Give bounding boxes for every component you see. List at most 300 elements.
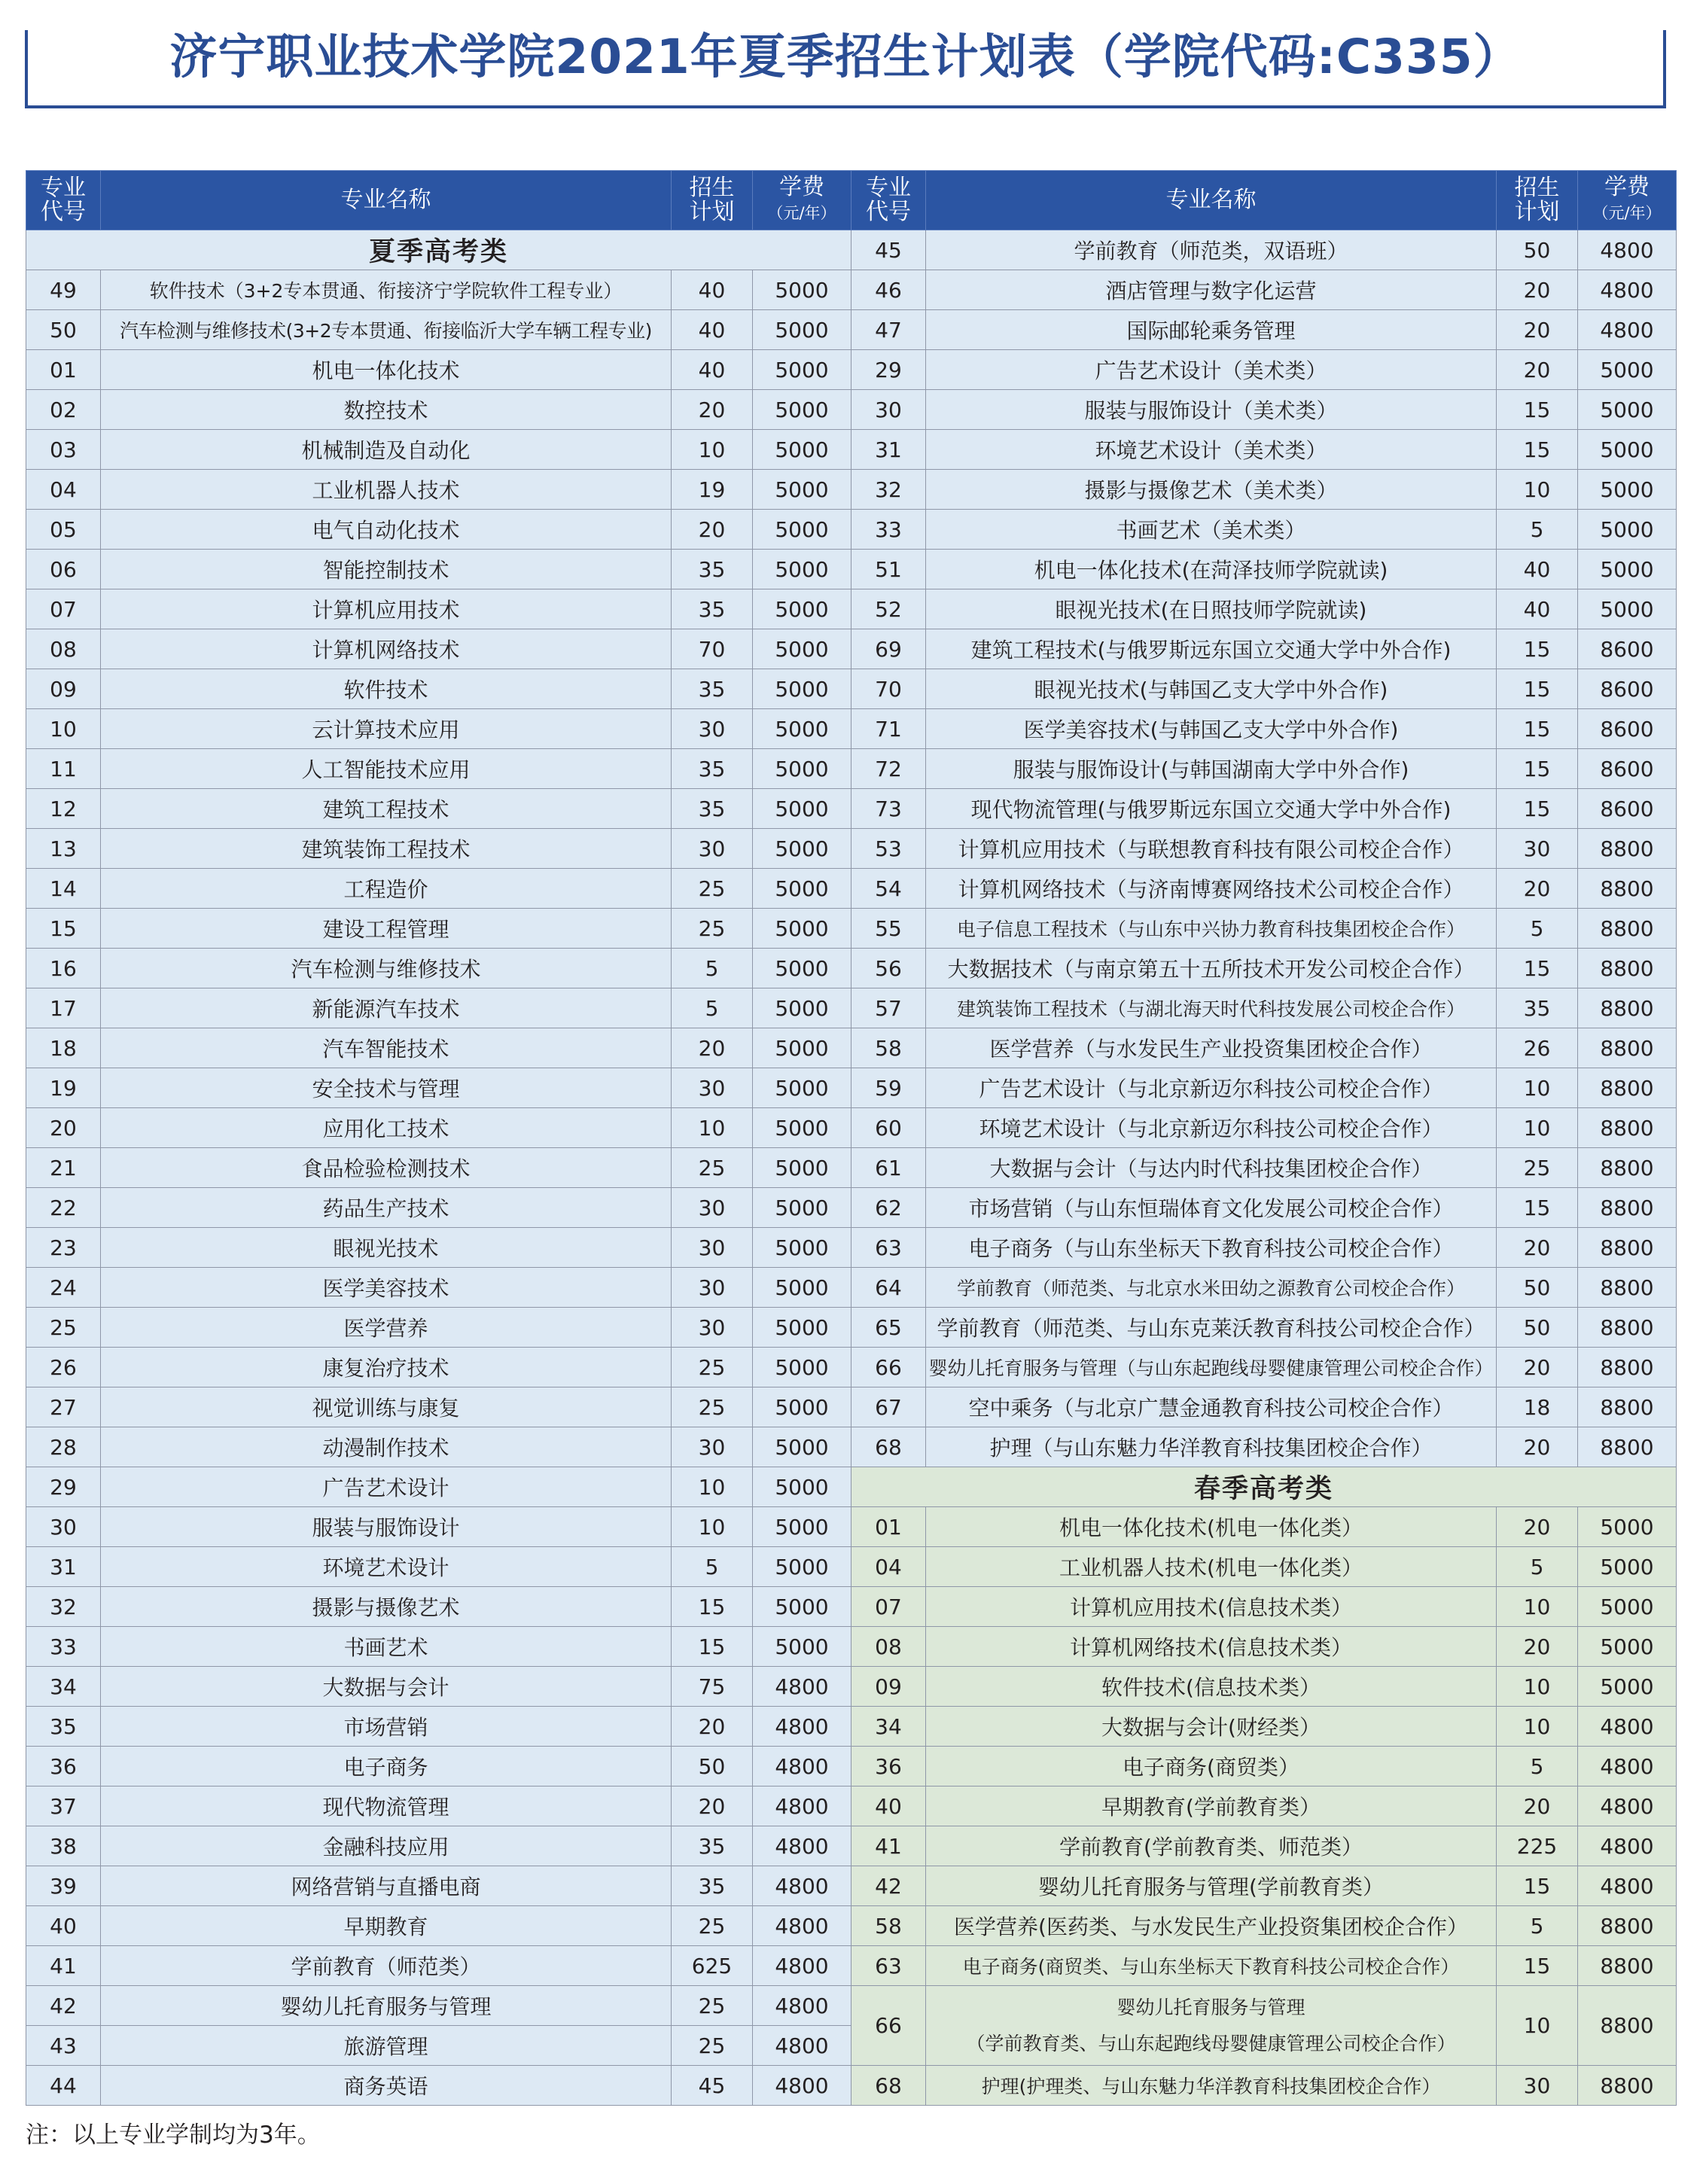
major-name: 医学营养	[101, 1308, 672, 1348]
major-code: 36	[26, 1747, 101, 1786]
section-row-summer	[26, 230, 851, 270]
enrollment-plan: 20	[1497, 1427, 1578, 1467]
table-row	[26, 1906, 851, 1946]
major-name: 建筑装饰工程技术	[101, 829, 672, 869]
enrollment-plan: 50	[1497, 1268, 1578, 1308]
major-code: 63	[851, 1946, 926, 1986]
tuition-fee: 8800	[1578, 1188, 1677, 1228]
table-row	[851, 1786, 1677, 1826]
major-code: 34	[851, 1707, 926, 1747]
major-code: 68	[851, 1427, 926, 1467]
tuition-fee: 5000	[753, 829, 851, 869]
tuition-fee: 8600	[1578, 669, 1677, 709]
major-code: 43	[26, 2026, 101, 2066]
major-code: 02	[26, 390, 101, 430]
tuition-fee: 4800	[753, 1826, 851, 1866]
table-row	[26, 430, 851, 470]
enrollment-plan: 35	[672, 589, 753, 629]
tuition-fee: 5000	[753, 430, 851, 470]
table-row	[26, 1068, 851, 1108]
enrollment-plan: 20	[672, 510, 753, 550]
enrollment-plan: 30	[672, 709, 753, 749]
enrollment-plan: 5	[672, 988, 753, 1028]
enrollment-plan: 35	[672, 1826, 753, 1866]
major-name: 工程造价	[101, 869, 672, 909]
tuition-fee: 8600	[1578, 789, 1677, 829]
major-code: 62	[851, 1188, 926, 1228]
table-row	[851, 909, 1677, 949]
tuition-fee: 4800	[753, 1786, 851, 1826]
tuition-fee: 8800	[1578, 1348, 1677, 1387]
major-name: 旅游管理	[101, 2026, 672, 2066]
tuition-fee: 5000	[753, 1348, 851, 1387]
enrollment-plan: 40	[1497, 550, 1578, 589]
table-row	[851, 1068, 1677, 1108]
major-name: 学前教育（师范类，双语班）	[926, 230, 1497, 270]
enrollment-plan: 25	[672, 1148, 753, 1188]
table-row	[26, 1627, 851, 1667]
enrollment-plan: 625	[672, 1946, 753, 1986]
major-name: 食品检验检测技术	[101, 1148, 672, 1188]
enrollment-plan: 25	[672, 2026, 753, 2066]
enrollment-plan: 15	[672, 1627, 753, 1667]
major-code: 46	[851, 270, 926, 310]
enrollment-plan: 15	[672, 1587, 753, 1627]
enrollment-plan: 10	[672, 1467, 753, 1507]
tuition-fee: 5000	[753, 550, 851, 589]
tuition-fee: 5000	[753, 709, 851, 749]
major-name: 书画艺术	[101, 1627, 672, 1667]
tuition-fee: 5000	[753, 510, 851, 550]
enrollment-plan: 15	[1497, 789, 1578, 829]
enrollment-plan: 10	[1497, 1667, 1578, 1707]
header-name: 专业名称	[101, 171, 672, 230]
major-name: 广告艺术设计（与北京新迈尔科技公司校企合作）	[926, 1068, 1497, 1108]
tuition-fee: 5000	[753, 310, 851, 350]
major-name: 软件技术(信息技术类）	[926, 1667, 1497, 1707]
enrollment-plan: 30	[1497, 829, 1578, 869]
major-name: 电子商务(商贸类）	[926, 1747, 1497, 1786]
enrollment-plan: 70	[672, 629, 753, 669]
enrollment-plan: 5	[1497, 1547, 1578, 1587]
major-code: 50	[26, 310, 101, 350]
major-name: 护理（与山东魅力华洋教育科技集团校企合作）	[926, 1427, 1497, 1467]
major-code: 29	[26, 1467, 101, 1507]
table-row	[851, 310, 1677, 350]
major-name: 人工智能技术应用	[101, 749, 672, 789]
table-row	[26, 1308, 851, 1348]
major-name: 安全技术与管理	[101, 1068, 672, 1108]
major-code: 08	[26, 629, 101, 669]
table-row	[851, 1348, 1677, 1387]
major-name: 新能源汽车技术	[101, 988, 672, 1028]
enrollment-plan: 10	[672, 430, 753, 470]
table-row	[851, 1507, 1677, 1547]
table-row	[26, 829, 851, 869]
tuition-fee: 8800	[1578, 829, 1677, 869]
major-code: 16	[26, 949, 101, 988]
major-name: 建筑工程技术(与俄罗斯远东国立交通大学中外合作)	[926, 629, 1497, 669]
table-row	[851, 589, 1677, 629]
major-code: 68	[851, 2066, 926, 2106]
major-code: 44	[26, 2066, 101, 2106]
enrollment-plan: 20	[672, 390, 753, 430]
enrollment-plan: 15	[1497, 1866, 1578, 1906]
major-code: 51	[851, 550, 926, 589]
major-name: 学前教育（师范类、与山东克莱沃教育科技公司校企合作）	[926, 1308, 1497, 1348]
tuition-fee: 5000	[1578, 1627, 1677, 1667]
major-code: 21	[26, 1148, 101, 1188]
enrollment-plan: 40	[672, 270, 753, 310]
table-row	[851, 430, 1677, 470]
tuition-fee: 4800	[1578, 1707, 1677, 1747]
tuition-fee: 5000	[753, 949, 851, 988]
major-name: 汽车检测与维修技术	[101, 949, 672, 988]
major-code: 30	[26, 1507, 101, 1547]
major-name: 大数据技术（与南京第五十五所技术开发公司校企合作）	[926, 949, 1497, 988]
table-row	[851, 390, 1677, 430]
enrollment-plan: 15	[1497, 430, 1578, 470]
enrollment-plan: 40	[672, 310, 753, 350]
table-row	[26, 709, 851, 749]
table-row	[26, 390, 851, 430]
major-name: 早期教育	[101, 1906, 672, 1946]
section-title-summer: 夏季高考类	[26, 230, 851, 270]
table-row	[851, 2066, 1677, 2106]
table-row	[26, 470, 851, 510]
enrollment-plan: 35	[672, 1866, 753, 1906]
major-name: 电子商务	[101, 1747, 672, 1786]
tuition-fee: 8800	[1578, 909, 1677, 949]
major-code: 04	[851, 1547, 926, 1587]
major-code: 41	[26, 1946, 101, 1986]
major-name: 云计算技术应用	[101, 709, 672, 749]
enrollment-plan: 10	[672, 1507, 753, 1547]
major-name: 机械制造及自动化	[101, 430, 672, 470]
enrollment-plan: 25	[672, 1387, 753, 1427]
enrollment-plan: 20	[1497, 869, 1578, 909]
table-row	[26, 2066, 851, 2106]
table-row	[851, 1826, 1677, 1866]
major-code: 42	[26, 1986, 101, 2026]
enrollment-plan: 20	[672, 1028, 753, 1068]
tuition-fee: 4800	[753, 2066, 851, 2106]
major-name: 机电一体化技术	[101, 350, 672, 390]
enrollment-plan: 5	[1497, 510, 1578, 550]
major-code: 36	[851, 1747, 926, 1786]
major-code: 32	[851, 470, 926, 510]
table-row	[851, 629, 1677, 669]
enrollment-plan: 20	[1497, 310, 1578, 350]
major-code: 31	[26, 1547, 101, 1587]
major-code: 40	[26, 1906, 101, 1946]
table-row	[26, 1826, 851, 1866]
major-code: 60	[851, 1108, 926, 1148]
tuition-fee: 5000	[753, 909, 851, 949]
enrollment-plan: 50	[672, 1747, 753, 1786]
tuition-fee: 8800	[1578, 1427, 1677, 1467]
major-name: 视觉训练与康复	[101, 1387, 672, 1427]
major-name: 大数据与会计（与达内时代科技集团校企合作）	[926, 1148, 1497, 1188]
enrollment-plan: 25	[672, 869, 753, 909]
table-row	[851, 230, 1677, 270]
major-name: 动漫制作技术	[101, 1427, 672, 1467]
tuition-fee: 5000	[753, 589, 851, 629]
major-name: 智能控制技术	[101, 550, 672, 589]
enrollment-plan: 30	[672, 829, 753, 869]
major-name: 摄影与摄像艺术（美术类）	[926, 470, 1497, 510]
major-code: 07	[851, 1587, 926, 1627]
table-row	[26, 1028, 851, 1068]
major-code: 40	[851, 1786, 926, 1826]
header-plan: 招生 计划	[1497, 171, 1578, 230]
tuition-fee: 5000	[753, 350, 851, 390]
enrollment-plan: 20	[672, 1707, 753, 1747]
major-name: 现代物流管理	[101, 1786, 672, 1826]
table-row	[851, 1148, 1677, 1188]
table-row	[26, 510, 851, 550]
enrollment-plan: 20	[1497, 1507, 1578, 1547]
enrollment-plan: 30	[672, 1228, 753, 1268]
major-code: 54	[851, 869, 926, 909]
enrollment-plan: 25	[1497, 1148, 1578, 1188]
major-code: 35	[26, 1707, 101, 1747]
major-code: 08	[851, 1627, 926, 1667]
enrollment-plan: 35	[672, 789, 753, 829]
major-name: 酒店管理与数字化运营	[926, 270, 1497, 310]
table-row	[851, 988, 1677, 1028]
enrollment-plan: 15	[1497, 1946, 1578, 1986]
major-code: 56	[851, 949, 926, 988]
enrollment-plan: 26	[1497, 1028, 1578, 1068]
major-name: 电子商务(商贸类、与山东坐标天下教育科技公司校企合作）	[926, 1946, 1497, 1986]
table-row	[26, 1268, 851, 1308]
tuition-fee: 8800	[1578, 1268, 1677, 1308]
tuition-fee: 8800	[1578, 2066, 1677, 2106]
table-row	[851, 1108, 1677, 1148]
major-name: 机电一体化技术(机电一体化类）	[926, 1507, 1497, 1547]
major-name: 计算机应用技术(信息技术类）	[926, 1587, 1497, 1627]
enrollment-plan: 15	[1497, 709, 1578, 749]
major-code: 65	[851, 1308, 926, 1348]
table-row	[851, 1906, 1677, 1946]
major-name: 摄影与摄像艺术	[101, 1587, 672, 1627]
header-plan: 招生 计划	[672, 171, 753, 230]
table-row	[26, 1707, 851, 1747]
table-row	[26, 310, 851, 350]
table-row	[851, 1387, 1677, 1427]
table-row	[26, 1866, 851, 1906]
major-code: 33	[851, 510, 926, 550]
enrollment-plan: 15	[1497, 1188, 1578, 1228]
enrollment-plan: 50	[1497, 1308, 1578, 1348]
major-name: 婴幼儿托育服务与管理(学前教育类）	[926, 1866, 1497, 1906]
major-name: 医学营养(医药类、与水发民生产业投资集团校企合作）	[926, 1906, 1497, 1946]
major-name: 数控技术	[101, 390, 672, 430]
table-right	[851, 170, 1677, 2106]
major-name: 眼视光技术(与韩国乙支大学中外合作)	[926, 669, 1497, 709]
major-name-line1: 婴幼儿托育服务与管理	[1117, 1996, 1305, 2018]
enrollment-plan: 5	[672, 1547, 753, 1587]
tuition-fee: 4800	[753, 1906, 851, 1946]
tuition-fee: 4800	[753, 1986, 851, 2026]
header-fee: 学费 （元/年）	[1578, 171, 1677, 230]
major-code: 32	[26, 1587, 101, 1627]
major-code: 39	[26, 1866, 101, 1906]
tuition-fee: 8800	[1578, 1028, 1677, 1068]
major-name: 市场营销	[101, 1707, 672, 1747]
tuition-fee: 5000	[753, 1387, 851, 1427]
enrollment-plan: 40	[672, 350, 753, 390]
major-name: 环境艺术设计（美术类）	[926, 430, 1497, 470]
enrollment-plan: 15	[1497, 629, 1578, 669]
tuition-fee: 8800	[1578, 1946, 1677, 1986]
major-code: 38	[26, 1826, 101, 1866]
table-row	[26, 350, 851, 390]
major-code: 67	[851, 1387, 926, 1427]
major-name: 软件技术（3+2专本贯通、衔接济宁学院软件工程专业）	[101, 270, 672, 310]
major-name: 医学美容技术	[101, 1268, 672, 1308]
major-code: 66	[851, 1348, 926, 1387]
enrollment-plan: 15	[1497, 949, 1578, 988]
table-row	[26, 2026, 851, 2066]
major-name: 服装与服饰设计(与韩国湖南大学中外合作)	[926, 749, 1497, 789]
major-name: 市场营销（与山东恒瑞体育文化发展公司校企合作）	[926, 1188, 1497, 1228]
tuition-fee: 5000	[753, 470, 851, 510]
tuition-fee: 5000	[753, 1587, 851, 1627]
major-code: 06	[26, 550, 101, 589]
table-row	[26, 1427, 851, 1467]
major-name: 电子信息工程技术（与山东中兴协力教育科技集团校企合作）	[926, 909, 1497, 949]
major-code: 03	[26, 430, 101, 470]
major-code: 69	[851, 629, 926, 669]
tuition-fee: 5000	[753, 1308, 851, 1348]
enrollment-plan: 15	[1497, 390, 1578, 430]
enrollment-plan: 35	[672, 550, 753, 589]
table-row	[851, 470, 1677, 510]
table-row	[851, 1547, 1677, 1587]
table-row	[26, 1667, 851, 1707]
major-code: 66	[851, 1986, 926, 2066]
major-code: 53	[851, 829, 926, 869]
tuition-fee: 4800	[753, 1707, 851, 1747]
enrollment-plan: 35	[1497, 988, 1578, 1028]
table-row	[851, 1268, 1677, 1308]
table-row	[26, 869, 851, 909]
major-code: 20	[26, 1108, 101, 1148]
tuition-fee: 4800	[753, 1667, 851, 1707]
major-name: 计算机网络技术(信息技术类）	[926, 1627, 1497, 1667]
table-row	[26, 1986, 851, 2026]
table-row	[26, 589, 851, 629]
major-code: 18	[26, 1028, 101, 1068]
table-row	[26, 1786, 851, 1826]
major-name: 工业机器人技术(机电一体化类）	[926, 1547, 1497, 1587]
major-name-line2: （学前教育类、与山东起跑线母婴健康管理公司校企合作）	[966, 2032, 1456, 2055]
major-name: 服装与服饰设计（美术类）	[926, 390, 1497, 430]
table-row	[851, 1866, 1677, 1906]
tuition-fee: 5000	[1578, 510, 1677, 550]
enrollment-plan: 25	[672, 909, 753, 949]
tuition-fee: 5000	[1578, 1507, 1677, 1547]
major-code: 64	[851, 1268, 926, 1308]
table-row	[26, 1507, 851, 1547]
table-row	[851, 1228, 1677, 1268]
table-row	[26, 669, 851, 709]
major-name: 计算机应用技术（与联想教育科技有限公司校企合作）	[926, 829, 1497, 869]
tuition-fee: 4800	[1578, 1747, 1677, 1786]
enrollment-plan: 20	[1497, 1627, 1578, 1667]
major-code: 58	[851, 1028, 926, 1068]
major-code: 24	[26, 1268, 101, 1308]
major-code: 31	[851, 430, 926, 470]
footnote: 注：以上专业学制均为3年。	[26, 2122, 321, 2149]
major-code: 25	[26, 1308, 101, 1348]
tuition-fee: 8800	[1578, 1387, 1677, 1427]
tuition-fee: 8800	[1578, 1906, 1677, 1946]
major-code: 26	[26, 1348, 101, 1387]
major-name: 书画艺术（美术类）	[926, 510, 1497, 550]
major-name: 汽车智能技术	[101, 1028, 672, 1068]
table-row	[851, 869, 1677, 909]
table-row	[26, 949, 851, 988]
table-row	[26, 1228, 851, 1268]
table-row	[851, 1986, 1677, 2066]
major-name: 眼视光技术	[101, 1228, 672, 1268]
tuition-fee: 5000	[753, 1507, 851, 1547]
table-row	[851, 550, 1677, 589]
major-name: 应用化工技术	[101, 1108, 672, 1148]
major-name: 广告艺术设计（美术类）	[926, 350, 1497, 390]
enrollment-plan: 10	[1497, 470, 1578, 510]
table-row	[26, 1348, 851, 1387]
major-name: 学前教育（师范类）	[101, 1946, 672, 1986]
table-row	[26, 988, 851, 1028]
tuition-fee: 8800	[1578, 1148, 1677, 1188]
enrollment-plan: 10	[1497, 1707, 1578, 1747]
tuition-fee: 5000	[753, 1108, 851, 1148]
tuition-fee: 8600	[1578, 629, 1677, 669]
major-code: 09	[851, 1667, 926, 1707]
enrollment-plan: 5	[1497, 1906, 1578, 1946]
major-name: 软件技术	[101, 669, 672, 709]
tuition-fee: 5000	[753, 749, 851, 789]
section-title-spring: 春季高考类	[851, 1467, 1677, 1507]
enrollment-plan: 30	[1497, 2066, 1578, 2106]
table-row	[26, 1946, 851, 1986]
table-row	[851, 1747, 1677, 1786]
table-row	[851, 669, 1677, 709]
tuition-fee: 4800	[753, 1946, 851, 1986]
table-row	[851, 270, 1677, 310]
enrollment-plan: 20	[672, 1786, 753, 1826]
enrollment-plan: 18	[1497, 1387, 1578, 1427]
major-code: 17	[26, 988, 101, 1028]
major-name: 计算机网络技术（与济南博赛网络技术公司校企合作）	[926, 869, 1497, 909]
tuition-fee: 8800	[1578, 1108, 1677, 1148]
summer-table-left	[26, 170, 851, 2106]
major-code: 01	[26, 350, 101, 390]
tuition-fee: 4800	[753, 2026, 851, 2066]
major-code: 22	[26, 1188, 101, 1228]
enrollment-plan: 20	[1497, 270, 1578, 310]
major-code: 37	[26, 1786, 101, 1826]
table-row	[26, 629, 851, 669]
tuition-fee: 4800	[1578, 270, 1677, 310]
tuition-fee: 8800	[1578, 1228, 1677, 1268]
enrollment-plan: 10	[672, 1108, 753, 1148]
table-row	[851, 1627, 1677, 1667]
